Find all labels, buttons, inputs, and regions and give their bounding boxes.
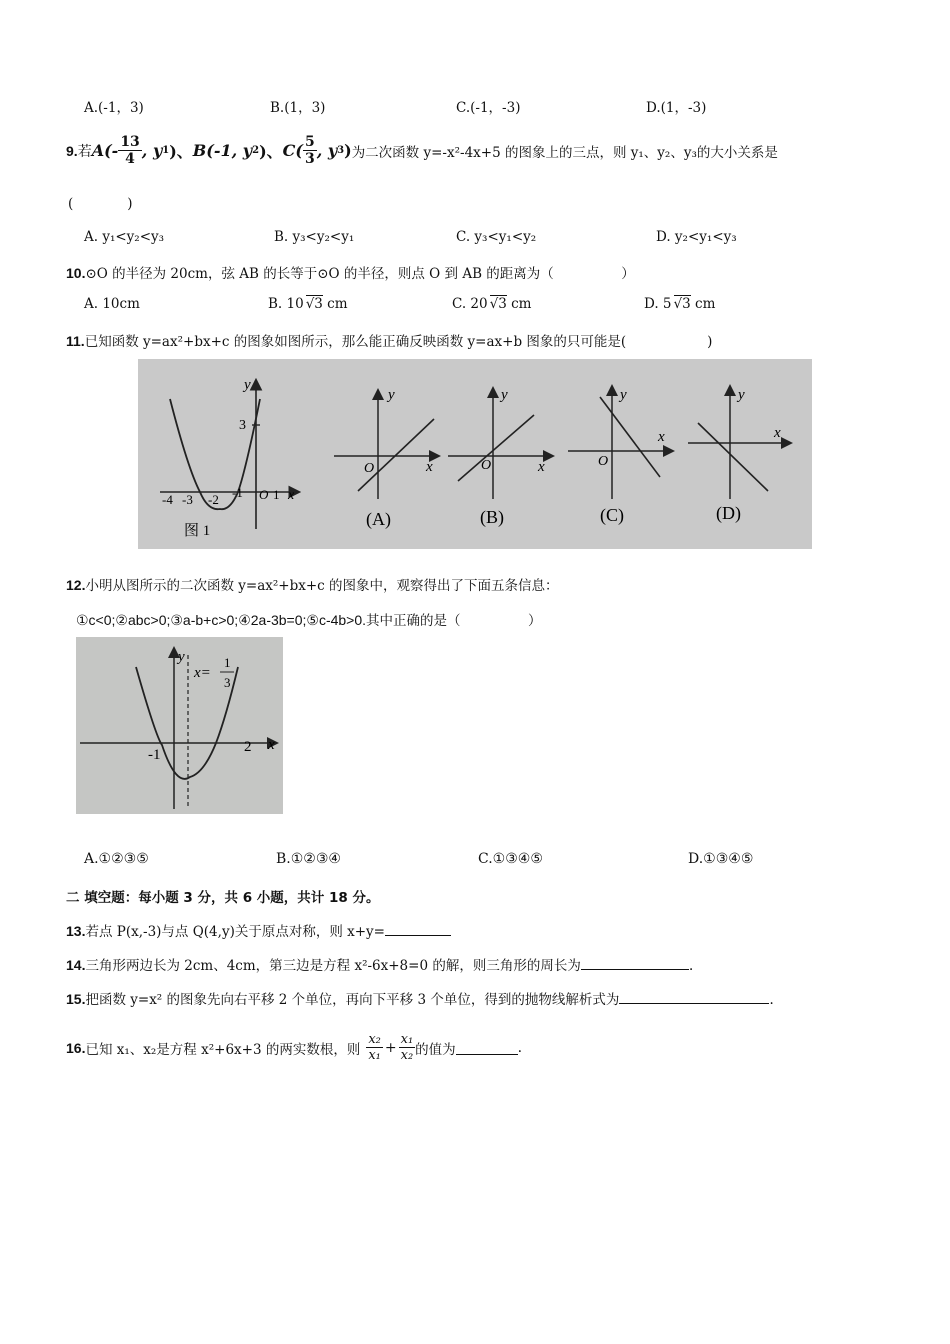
q9-point-c-prefix: C(: [282, 141, 303, 160]
q10-option-c: C. 20 √3 cm: [452, 296, 532, 312]
q12-stem: [66, 574, 559, 594]
q11-tick-minus2: -2: [208, 492, 219, 507]
q12-axis-eq: x=: [194, 665, 211, 681]
q9-text: 为二次函数 y=-x²-4x+5 的图象上的三点，则 y₁、y₂、y₃的大小关系是: [351, 144, 778, 161]
q10-option-b-sqrt: √3: [305, 296, 323, 312]
q9-option-a: A. y₁<y₂<y₃: [84, 229, 165, 245]
q12-option-b: B.①②③④: [276, 851, 341, 867]
q11-parabola-graph: [160, 377, 298, 539]
q10-text: ⊙O 的半径为 20cm，弦 AB 的长等于⊙O 的半径，则点 O 到 AB 的距离为（ ）: [85, 266, 635, 282]
q16-number: 16.: [66, 1039, 86, 1056]
q12-option-c: C.①③④⑤: [478, 851, 543, 867]
q12-info-line: [76, 609, 542, 629]
q12-info: ①c<0;②abc>0;③a-b+c>0;④2a-3b=0;⑤c-4b>0.: [76, 612, 367, 628]
svg-text:O: O: [598, 454, 609, 469]
q11-tick-1: 1: [273, 487, 280, 502]
svg-text:x: x: [426, 459, 433, 475]
q10-option-b: B. 10 √3 cm: [268, 296, 348, 312]
q13-answer-blank[interactable]: [385, 921, 451, 936]
q16-answer-blank[interactable]: [456, 1040, 518, 1055]
q9-point-a-sub: 1: [162, 145, 170, 156]
q11-tick-minus1: -1: [232, 485, 243, 500]
q12-figure-svg: [76, 637, 283, 814]
svg-text:x: x: [774, 425, 781, 441]
q10-number: 10.: [66, 265, 86, 281]
q11-option-d-label: (D): [716, 503, 741, 523]
q9-point-c-sub: 3: [337, 145, 345, 156]
q14-text: 三角形两边长为 2cm、4cm，第三边是方程 x²-6x+8=0 的解，则三角形的周长为: [85, 958, 581, 974]
q9-number: 9.: [66, 142, 78, 159]
q11-figure-svg: [138, 359, 812, 549]
svg-text:x: x: [658, 429, 665, 445]
q11-option-d-graph: [688, 387, 790, 524]
q11-option-b-graph: [448, 387, 552, 528]
q9-answer-paren: ( ): [68, 196, 133, 212]
q15-text: 把函数 y=x² 的图象先向右平移 2 个单位，再向下平移 3 个单位，得到的抛物线解析式为: [85, 992, 620, 1008]
q9-stem: 9. 若 A(- $\frac{13}{4}$ , y 1 )、 B(-1, y 2 )、 C( $\frac{5}{3}$ , y 3 ) 为二次函数 y=-x²-4x+5 的图象上的三点，则 y₁、y₂、y₃的大小关系是: [66, 134, 778, 167]
q14-number: 14.: [66, 957, 86, 973]
q9-pre: 若: [77, 143, 92, 160]
q15-number: 15.: [66, 991, 86, 1007]
q9-point-c-denominator: 3: [304, 151, 315, 167]
q9-point-a-fraction: [118, 134, 141, 167]
q12-figure: [76, 637, 283, 814]
q12-info-tail: 其中正确的是（ ）: [366, 613, 542, 629]
q12-option-d: D.①③④⑤: [688, 851, 754, 867]
q13-line: [66, 920, 451, 940]
q9-option-d: D. y₂<y₁<y₃: [656, 229, 737, 245]
svg-text:O: O: [364, 461, 375, 476]
q11-figure: [138, 359, 812, 549]
svg-text:O: O: [481, 458, 492, 473]
q9-point-c-suffix: , y: [316, 141, 338, 160]
q11-option-a-label: (A): [366, 509, 391, 529]
svg-text:y: y: [388, 387, 395, 403]
q9-point-b-sub: 2: [252, 145, 260, 156]
svg-text:y: y: [501, 387, 508, 403]
q8-option-b: B.(1，3): [270, 100, 326, 116]
svg-text:y: y: [738, 387, 745, 403]
q12-left-root: -1: [148, 747, 161, 763]
q11-parabola-y-label: y: [244, 377, 251, 393]
q9-option-b: B. y₃<y₂<y₁: [274, 229, 355, 245]
q9-point-a-suffix: , y: [141, 141, 163, 160]
section-2-title: 二 填空题：每小题 3 分，共 6 小题，共计 18 分。: [66, 890, 380, 906]
q10-option-c-sqrt: √3: [489, 296, 507, 312]
q8-option-a: A.(-1，3): [84, 100, 144, 116]
q11-option-c-label: (C): [600, 505, 624, 525]
q9-point-a-denominator: 4: [125, 151, 135, 167]
q9-point-a-prefix: A(-: [91, 141, 119, 160]
q8-option-c: C.(-1，-3): [456, 100, 521, 116]
q14-answer-blank[interactable]: [581, 955, 689, 970]
q12-option-a: A.①②③⑤: [84, 851, 149, 867]
q12-x-label: x: [268, 737, 275, 753]
q11-option-b-label: (B): [480, 507, 504, 527]
q9-point-c-fraction: [303, 134, 317, 167]
q11-tick-minus3: -3: [182, 492, 193, 507]
q10-stem: [66, 262, 635, 282]
q13-text: 若点 P(x,-3)与点 Q(4,y)关于原点对称，则 x+y=: [85, 924, 385, 940]
q12-right-tick: 2: [244, 739, 252, 755]
q15-answer-blank[interactable]: [619, 989, 769, 1004]
q9-point-c-numerator: 5: [304, 134, 315, 150]
q16-fraction-1: $\frac{\text{x₂}}{\text{x₁}}$: [368, 1032, 381, 1063]
q10-option-d: D. 5 √3 cm: [644, 296, 716, 312]
q12-axis-eq-den: 3: [224, 675, 231, 690]
q16-line: 16. 已知 x₁、x₂是方程 x²+6x+3 的两实数根，则 $\frac{\text{x₂}}{\text{x₁}}$ + $\frac{\text{x₁}}{\text{x₂}}$ 的值为 .: [66, 1032, 523, 1063]
q14-line: 14.三角形两边长为 2cm、4cm，第三边是方程 x²-6x+8=0 的解，则三角形的周长为 .: [66, 957, 694, 974]
q12-y-label: y: [178, 649, 185, 665]
q16-text-2: 的值为: [415, 1041, 456, 1058]
q16-fraction-2: $\frac{\text{x₁}}{\text{x₂}}$: [400, 1032, 414, 1063]
q11-tick-minus4: -4: [162, 492, 173, 507]
q9-point-a-numerator: 13: [120, 134, 140, 150]
q11-number: 11.: [66, 333, 85, 349]
q11-option-a-graph: [334, 387, 438, 530]
q11-y-tick-3: 3: [239, 418, 246, 433]
q11-option-c-graph: [568, 387, 672, 526]
svg-text:y: y: [620, 387, 627, 403]
q12-text: 小明从图所示的二次函数 y=ax²+bx+c 的图象中，观察得出了下面五条信息：: [85, 578, 559, 594]
q11-parabola-origin: O: [259, 487, 269, 502]
q16-text: 已知 x₁、x₂是方程 x²+6x+3 的两实数根，则: [85, 1041, 361, 1058]
q10-option-a: A. 10cm: [84, 296, 140, 312]
q12-axis-eq-num: 1: [224, 655, 231, 670]
q11-text: 已知函数 y=ax²+bx+c 的图象如图所示，那么能正确反映函数 y=ax+b 图象的只可能是( ): [84, 334, 713, 350]
q11-stem: [66, 330, 712, 350]
q9-option-c: C. y₃<y₁<y₂: [456, 229, 537, 245]
q9-point-b: B(-1, y: [192, 141, 253, 160]
q8-option-d: D.(1，-3): [646, 100, 707, 116]
q11-parabola-x-label: x: [288, 488, 295, 503]
q11-figure-label: 图 1: [184, 523, 211, 539]
q10-option-d-sqrt: √3: [673, 296, 691, 312]
svg-text:x: x: [538, 459, 545, 475]
q15-line: 15.把函数 y=x² 的图象先向右平移 2 个单位，再向下平移 3 个单位，得到的抛物线解析式为 .: [66, 991, 774, 1008]
q13-number: 13.: [66, 923, 86, 939]
q12-number: 12.: [66, 577, 86, 593]
